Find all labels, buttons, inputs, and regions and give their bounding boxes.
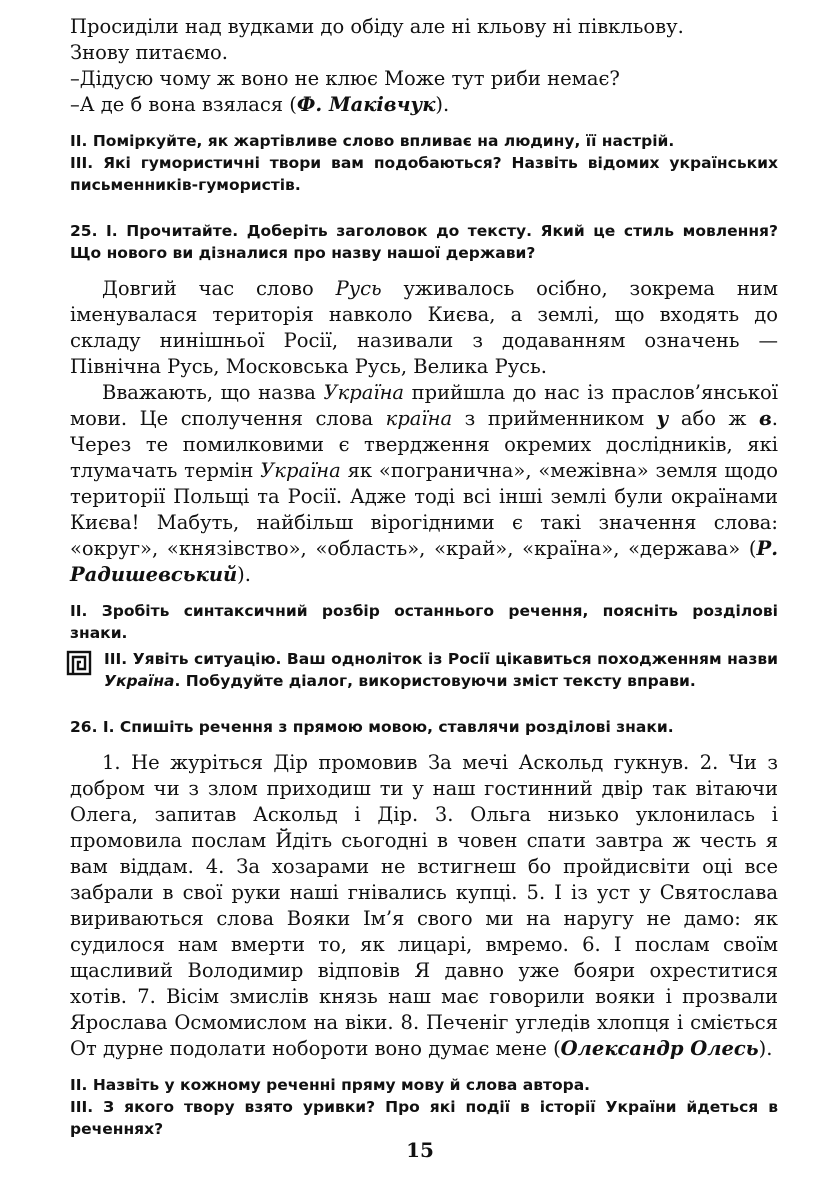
emphasis-word: в	[758, 407, 772, 430]
exercise-25-paragraph	[70, 276, 778, 380]
emphasis-word: Україна	[104, 672, 175, 690]
task-instruction	[70, 648, 778, 692]
emphasis-word: країна	[385, 407, 453, 430]
text-run: як «погранична», «межівна» земля щодо території Польщі та Росії. Адже тоді всі інші землі були окраїнами Києва! Мабуть, найбільш вірогідними є такі значення слова: «округ», «князівство», «область», «край», «країна», «держава» (	[70, 459, 778, 560]
author-name: Ф. Маківчук	[296, 93, 436, 116]
text-run: ).	[237, 563, 251, 586]
task-instruction: II. Назвіть у кожному реченні пряму мову й слова автора.	[70, 1076, 591, 1094]
task-with-icon	[70, 648, 778, 692]
author-name: Р. Радишевський	[70, 537, 778, 586]
dialogue-line: –Дідусю чому ж воно не клює Може тут риби немає?	[70, 67, 620, 90]
exercise-25-heading: 25. I. Прочитайте. Доберіть заголовок до тексту. Який це стиль мовлення? Що нового ви дізналися про назву нашої держави?	[70, 222, 778, 262]
text-run: . Побудуйте діалог, використовуючи зміст тексту вправи.	[174, 672, 696, 690]
exercise-25-paragraph	[70, 380, 778, 588]
page-number: 15	[406, 1138, 434, 1162]
text-run: III. Уявіть ситуацію. Ваш одноліток із Росії цікавиться походженням назви	[104, 650, 778, 668]
text-run: ).	[758, 1037, 773, 1060]
exercise-26-paragraph	[70, 750, 778, 1062]
emphasis-word: у	[656, 407, 669, 430]
meander-task-icon	[66, 650, 92, 676]
dialogue-line: Просиділи над вудками до обіду але ні кльову ні півкльову.	[70, 15, 684, 38]
text-run: Довгий час слово	[102, 277, 336, 300]
text-run: 1. Не журіться Дір промовив За мечі Аскольд гукнув. 2. Чи з добром чи з злом приходиш ти у наш гостинний двір так вітаючи Олега, запитав Аскольд і Дір. 3. Ольга низько уклонилась і промовила послам Йдіть сьогодні в човен спати завтра ж честь я вам віддам. 4. За хозарами не встигнеш бо пройдисвіти оці все забрали в свої руки наші гнівались купці. 5. І із уст у Святослава вириваються слова Вояки Ім’я свого ми на наругу не дамо: як судилося нам вмерти то, як лицарі, вмремо. 6. І послам своїм щасливий Володимир відповів Я давно уже бояри охреститися хотів. 7. Вісім змислів князь наш має говорили вояки і прозвали Ярослава Осмомислом на віки. 8. Печеніг угледів хлопця і сміється От дурне подолати нобороти воно думає мене (	[70, 751, 778, 1060]
emphasis-word: Україна	[260, 459, 341, 482]
text-run: . Через те помилковими є твердження окремих дослідників, які тлумачать термін	[70, 407, 778, 482]
exercise-26-heading: 26. I. Спишіть речення з прямою мовою, ставлячи розділові знаки.	[70, 718, 674, 736]
dialogue-text: –А де б вона взялася (	[70, 93, 297, 116]
task-instruction: II. Зробіть синтаксичний розбір останнього речення, поясніть розділові знаки.	[70, 602, 778, 642]
emphasis-word: Русь	[335, 277, 382, 300]
dialogue-line: Знову питаємо.	[70, 41, 228, 64]
emphasis-word: Україна	[323, 381, 405, 404]
author-name: Олександр Олесь	[560, 1037, 759, 1060]
dialogue-line	[70, 92, 778, 118]
text-run: з прийменником	[452, 407, 657, 430]
text-run: уживалось осібно, зокрема ним іменувалася територія навколо Києва, а землі, що входять до складу нинішньої Росії, називали з додаванням означень — Північна Русь, Московська Русь, Велика Русь.	[70, 277, 778, 378]
dialogue-end: ).	[435, 93, 450, 116]
text-run: Вважають, що назва	[102, 381, 324, 404]
textbook-page	[70, 14, 778, 1140]
task-instruction: III. З якого твору взято уривки? Про які події в історії України йдеться в реченнях?	[70, 1098, 778, 1138]
task-instruction: III. Які гумористичні твори вам подобаються? Назвіть відомих українських письменників-гумористів.	[70, 154, 778, 194]
task-instruction: II. Поміркуйте, як жартівливе слово впливає на людину, її настрій.	[70, 132, 675, 150]
text-run: або ж	[668, 407, 759, 430]
text-run: прийшла до нас із праслов’янської мови. Це сполучення слова	[70, 381, 778, 430]
